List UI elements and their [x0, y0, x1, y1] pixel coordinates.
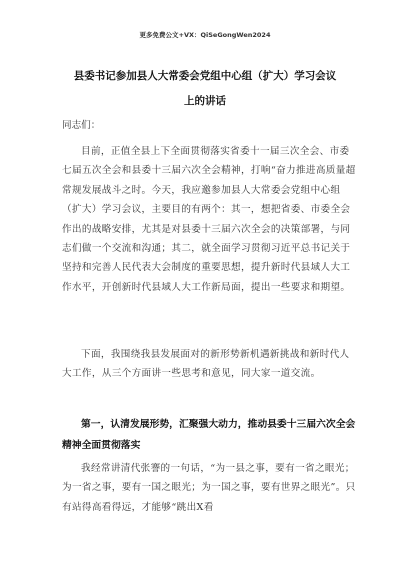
document-title-line1: 县委书记参加县人大常委会党组中心组（扩大）学习会议: [73, 70, 337, 82]
paragraph-2: 下面，我围绕我县发展面对的新形势新机遇新挑战和新时代人大工作，从三个方面讲一些思考和意见，同大家一道交流。: [62, 349, 350, 380]
paragraph-3: 我经常讲清代张謇的一句话，“为一县之事，要有一省之眼光；为一省之事，要有一国之眼光；为一国之事，要有世界之眼光”。只有站得高看得远，才能够“跳出X看: [62, 463, 356, 513]
document-title-line2: 上的讲话: [184, 95, 226, 107]
salutation: 同志们：: [62, 120, 101, 131]
header-watermark: 更多免费公文+VX：QiSeGongWen2024: [139, 31, 271, 39]
paragraph-1: 目前，正值全县上下全面贯彻落实省委十一届三次全会、市委七届五次全会和县委十三届六次全会精神，打响“奋力推进高质量超常规发展战斗之时。今天，我应邀参加县人大常委会党组中心组（扩大）学习会议，主要目的有两个：其一，想把省委、市委全会作出的战略安排，尤其是对县委十三届六次全会的决策部署，与同志们做一个交流和沟通；其二，就全面学习贯彻习近平总书记关于坚持和完善人民代表大会制度的重要思想，提升新时代县域人大工作水平，开创新时代县域人大工作新局面，提出一些要求和期望。: [62, 146, 356, 293]
section-heading-1: 第一，认清发展形势，汇聚强大动力，推动县委十三届六次全会精神全面贯彻落实: [62, 419, 356, 451]
